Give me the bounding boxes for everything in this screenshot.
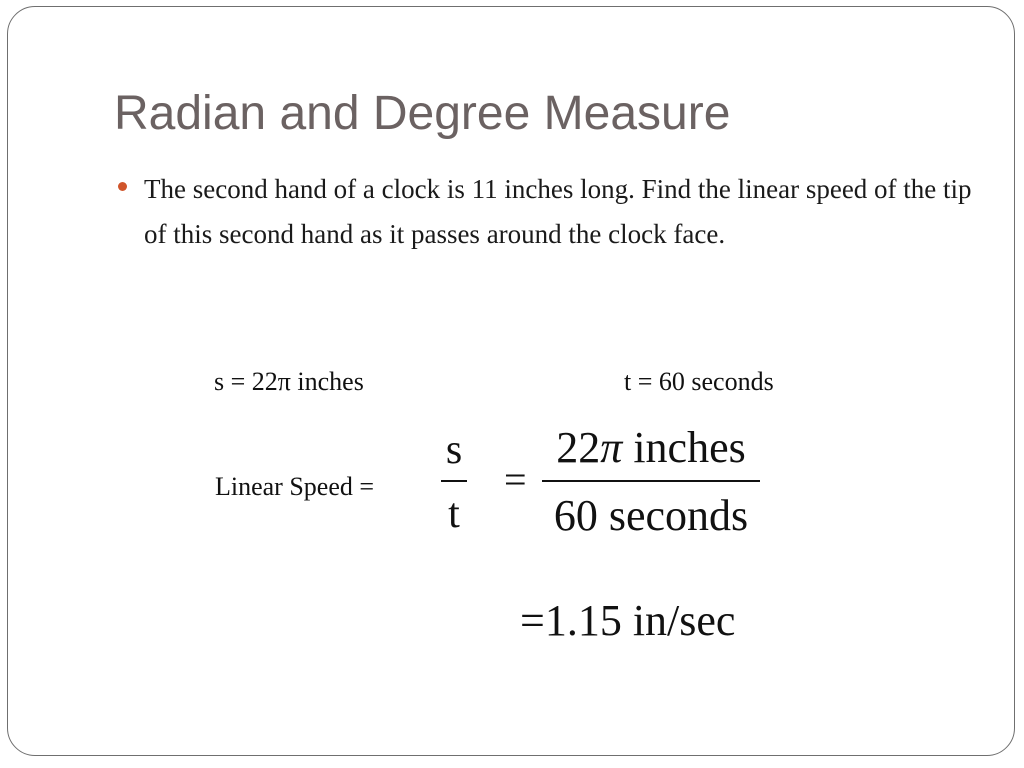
fraction-bar <box>441 480 467 482</box>
fraction-values <box>540 422 762 542</box>
numerator-unit: inches <box>622 423 746 472</box>
linear-speed-label: Linear Speed = <box>215 472 375 501</box>
main-fraction-denominator: 60 seconds <box>553 491 749 540</box>
result-equation: =1.15 in/sec <box>520 596 736 645</box>
time-equation: t = 60 seconds <box>624 367 774 396</box>
arc-length-equation: s = 22π inches <box>214 367 364 396</box>
fraction-s-over-t <box>434 426 474 538</box>
main-fraction-numerator <box>540 422 762 474</box>
fraction-denominator: t <box>448 491 460 537</box>
bullet-dot <box>118 182 127 191</box>
main-fraction-bar <box>542 480 760 482</box>
fraction-numerator: s <box>445 427 463 473</box>
bullet-text: The second hand of a clock is 11 inches long. Find the linear speed of the tip of this second hand as it passes around the clock face. <box>144 174 972 249</box>
equals-sign: = <box>504 457 527 502</box>
numerator-value: 22 <box>556 423 601 472</box>
slide-title: Radian and Degree Measure <box>114 87 731 140</box>
pi-symbol: π <box>600 423 623 472</box>
